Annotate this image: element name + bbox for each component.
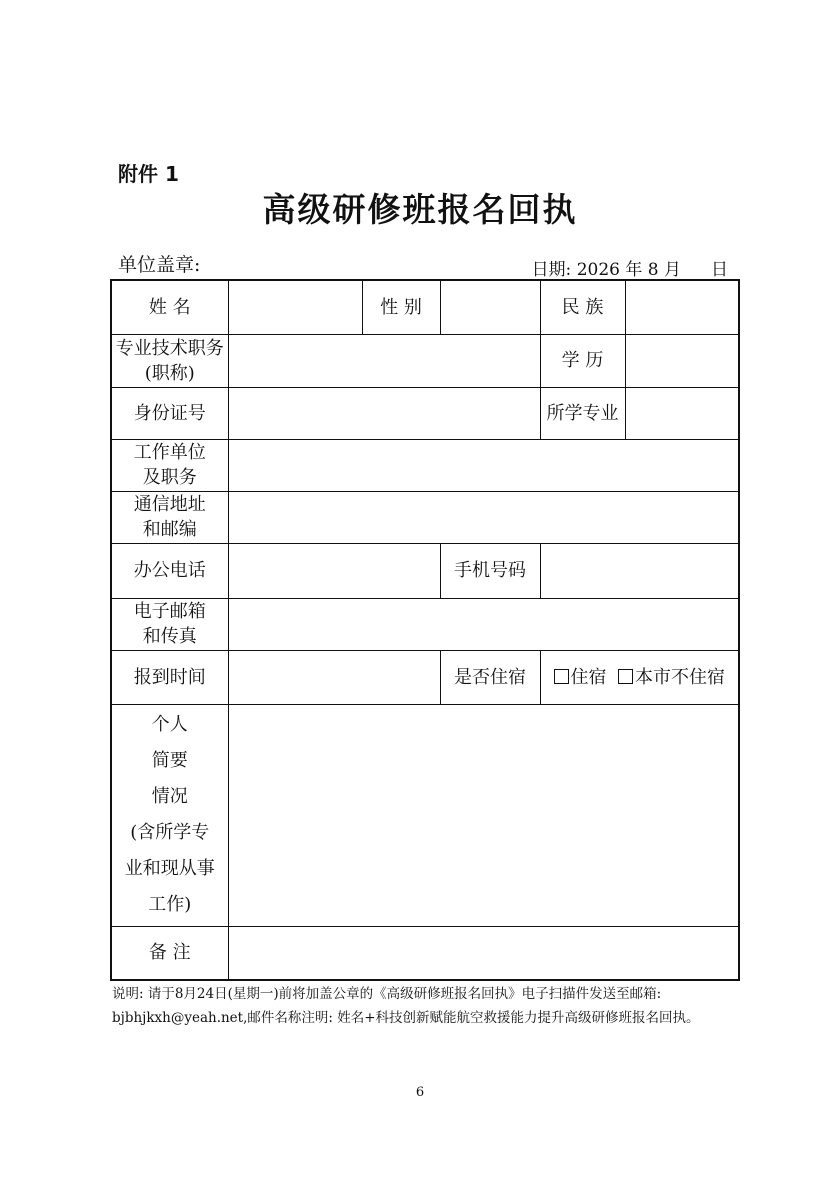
work-label-line1: 工作单位	[133, 442, 206, 463]
gender-field[interactable]	[440, 280, 540, 334]
remarks-field[interactable]	[228, 926, 739, 980]
major-field[interactable]	[625, 387, 739, 439]
gender-label: 性 别	[362, 280, 440, 334]
submission-note: 说明: 请于8月24日(星期一)前将加盖公章的《高级研修班报名回执》电子扫描件发送至邮箱: bjbhjkxh@yeah.net,邮件名称注明: 姓名+科技创新赋能航空救援能力提升高级研修班报名回执。	[112, 986, 700, 1026]
work-label-line2: 及职务	[142, 467, 197, 488]
work-field[interactable]	[228, 439, 739, 491]
mobile-field[interactable]	[540, 543, 739, 598]
resume-label	[111, 704, 228, 926]
lodging-yes-checkbox[interactable]	[554, 669, 569, 684]
email-field[interactable]	[228, 598, 739, 650]
lodging-label: 是否住宿	[440, 650, 540, 704]
remarks-label: 备 注	[111, 926, 228, 980]
address-field[interactable]	[228, 491, 739, 543]
registration-form	[110, 279, 740, 981]
resume-label-line: (含所学专	[130, 822, 210, 843]
resume-label-line: 业和现从事	[124, 858, 215, 879]
title-label-line2: (职称)	[144, 362, 195, 384]
id-label: 身份证号	[111, 387, 228, 439]
mobile-label: 手机号码	[440, 543, 540, 598]
resume-label-line: 个人	[151, 714, 188, 735]
resume-label-line: 情况	[151, 786, 188, 807]
email-label	[111, 598, 228, 650]
ethnicity-label: 民 族	[540, 280, 625, 334]
resume-field[interactable]	[228, 704, 739, 926]
ethnicity-field[interactable]	[625, 280, 739, 334]
seal-label: 单位盖章:	[118, 254, 201, 276]
title-field[interactable]	[228, 334, 540, 387]
date-day: 日	[711, 260, 728, 280]
address-label	[111, 491, 228, 543]
checkin-label: 报到时间	[111, 650, 228, 704]
resume-label-line: 简要	[151, 750, 188, 771]
resume-label-line: 工作)	[148, 894, 192, 915]
address-label-line1: 通信地址	[133, 494, 206, 515]
name-field[interactable]	[228, 280, 362, 334]
email-label-line1: 电子邮箱	[133, 601, 206, 622]
lodging-options	[540, 650, 739, 704]
id-field[interactable]	[228, 387, 540, 439]
checkin-field[interactable]	[228, 650, 440, 704]
lodging-no-label: 本市不住宿	[634, 666, 725, 688]
education-field[interactable]	[625, 334, 739, 387]
lodging-yes-label: 住宿	[570, 666, 607, 688]
form-title: 高级研修班报名回执	[262, 190, 578, 229]
date-line	[532, 255, 728, 280]
major-label: 所学专业	[540, 387, 625, 439]
attachment-label: 附件 1	[118, 162, 179, 186]
title-label-line1: 专业技术职务	[115, 337, 224, 359]
title-label	[111, 334, 228, 387]
office-phone-label: 办公电话	[111, 543, 228, 598]
date-prefix: 日期: 2026 年 8 月	[531, 260, 681, 280]
address-label-line2: 和邮编	[142, 519, 197, 540]
name-label: 姓 名	[111, 280, 228, 334]
work-label	[111, 439, 228, 491]
page-number: 6	[415, 1085, 425, 1100]
email-label-line2: 和传真	[142, 626, 197, 647]
lodging-no-checkbox[interactable]	[618, 669, 633, 684]
education-label: 学 历	[540, 334, 625, 387]
office-phone-field[interactable]	[228, 543, 440, 598]
